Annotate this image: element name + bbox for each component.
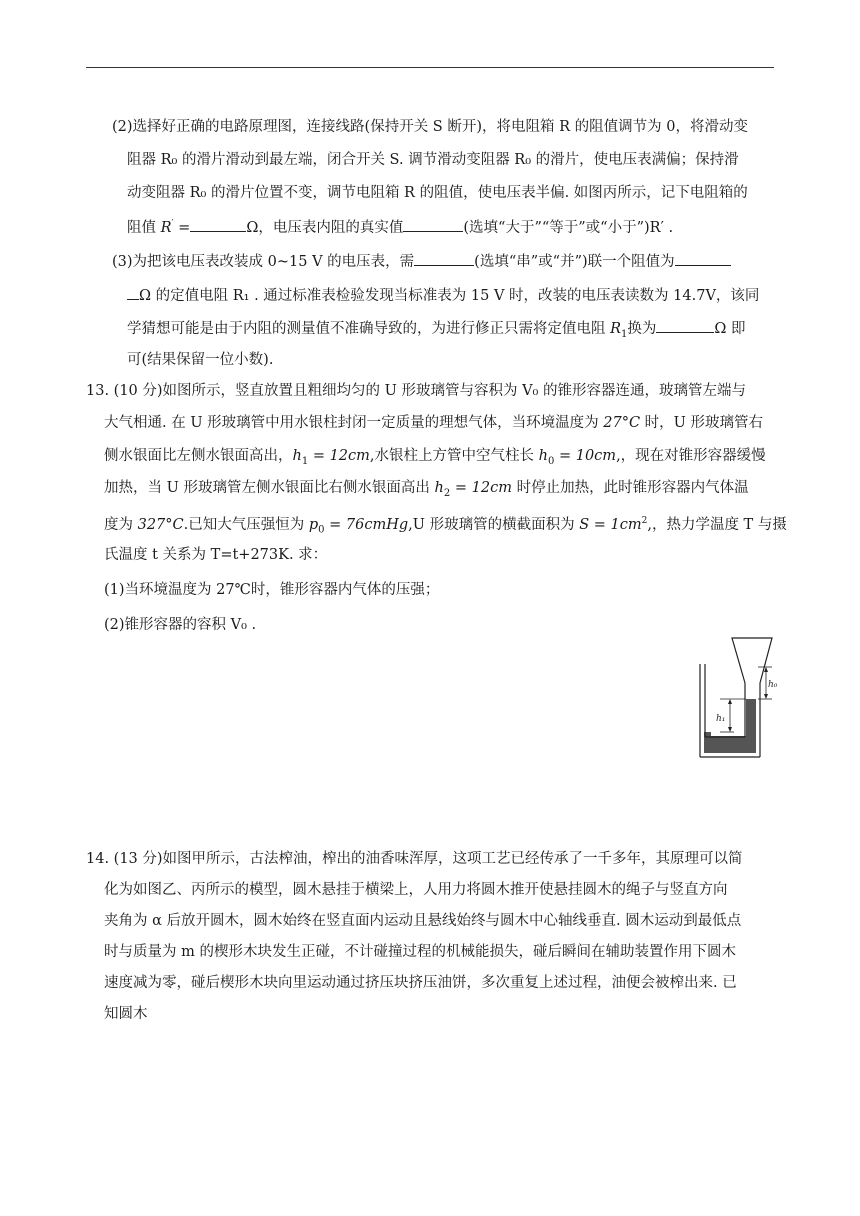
- text-run: Ω 的定值电阻 R₁ . 通过标准表检验发现当标准表为 15 V 时，改装的电压表读数为 14.7V，该同: [139, 288, 760, 304]
- text-run: ,水银柱上方管中空气柱长: [369, 448, 539, 464]
- text-run: (选填“大于”“等于”或“小于”)R′ .: [463, 219, 674, 236]
- math-sup: 2: [641, 516, 648, 526]
- math-r: R: [160, 219, 172, 236]
- text-run: 大气相通. 在 U 形玻璃管中用水银柱封闭一定质量的理想气体，当环境温度为: [104, 415, 604, 431]
- q13-sub2: (2)锥形容器的容积 V₀ .: [104, 617, 257, 633]
- q12-p2-line1: (2)选择好正确的电路原理图，连接线路(保持开关 S 断开)，将电阻箱 R 的阻值调节为 0，将滑动变: [112, 119, 748, 135]
- q14-line3: 夹角为 α 后放开圆木，圆木始终在竖直面内运动且悬线始终与圆木中心轴线垂直. 圆木运动到最低点: [104, 913, 742, 929]
- math-r1: R: [610, 321, 622, 337]
- q12-p2-line2: 阻器 R₀ 的滑片滑动到最左端，闭合开关 S. 调节滑动变阻器 R₀ 的滑片，使电压表满偏；保持滑: [127, 152, 739, 168]
- math-temp: 327°C: [137, 516, 184, 533]
- text-run: 换为: [627, 321, 657, 337]
- math-sub: 1: [301, 455, 309, 467]
- text-run: 时，U 形玻璃管右: [640, 415, 764, 431]
- answer-blank[interactable]: [656, 318, 714, 333]
- math-sub: 2: [443, 487, 451, 499]
- math-value: = 76cmHg: [324, 516, 409, 533]
- math-prime: ′: [171, 219, 174, 229]
- text-run: ,U 形玻璃管的横截面积为: [408, 516, 580, 533]
- math-s: S = 1cm: [579, 516, 642, 533]
- math-h0: h: [538, 448, 548, 464]
- q13-line5: [104, 511, 787, 541]
- q12-p2-line3: 动变阻器 R₀ 的滑片位置不变，调节电阻箱 R 的阻值，使电压表半偏. 如图丙所示，记下电阻箱的: [127, 185, 748, 201]
- math-h1: h: [292, 448, 302, 464]
- text-run: 度为: [104, 516, 138, 533]
- math-h2: h: [434, 480, 444, 496]
- q14-line5: 速度减为零，碰后楔形木块向里运动通过挤压块挤压油饼，多次重复上述过程，油便会被榨出来. 已: [104, 975, 737, 991]
- text-run: (3)为把该电压表改装成 0~15 V 的电压表，需: [112, 254, 415, 270]
- q13-line6: 氏温度 t 关系为 T=t+273K. 求：: [104, 547, 328, 563]
- mercury-right: [746, 699, 756, 739]
- math-sub: 1: [621, 328, 628, 340]
- math-sub: 0: [547, 455, 555, 467]
- math-value: = 10cm: [554, 448, 617, 464]
- text-run: 加热，当 U 形玻璃管左侧水银面比右侧水银面高出: [104, 480, 435, 496]
- q13-line3: [104, 446, 766, 472]
- q13-sub1: (1)当环境温度为 27℃时，锥形容器内气体的压强；: [104, 582, 440, 598]
- math-p0: p: [308, 516, 319, 533]
- math-value: = 12cm: [450, 480, 512, 496]
- header-rule: [86, 67, 774, 68]
- q14-line2: 化为如图乙、丙所示的模型，圆木悬挂于横梁上，人用力将圆木推开使悬挂圆木的绳子与竖直方向: [104, 882, 728, 898]
- text-run: .已知大气压强恒为: [183, 516, 309, 533]
- text-run: (选填“串”或“并”)联一个阻值为: [474, 254, 675, 270]
- text-run: 学猜想可能是由于内阻的测量值不准确导致的，为进行修正只需将定值电阻: [127, 321, 611, 337]
- math-sub: 0: [318, 524, 325, 536]
- text-run: ,，现在对锥形容器缓慢: [616, 448, 766, 464]
- q12-p2-line4: [127, 214, 673, 238]
- text-run: Ω 即: [714, 321, 746, 337]
- q13-line4: [104, 478, 749, 504]
- q13-line1: 13. (10 分)如图所示，竖直放置且粗细均匀的 U 形玻璃管与容积为 V₀ 的锥形容器连通，玻璃管左端与: [86, 383, 746, 399]
- answer-blank[interactable]: [127, 285, 139, 300]
- u-tube-figure: [690, 636, 780, 764]
- math-value: = 12cm: [308, 448, 370, 464]
- text-run: 时停止加热，此时锥形容器内气体温: [511, 480, 749, 496]
- label-h0: h₀: [768, 680, 778, 690]
- text-run: Ω，电压表内阻的真实值: [246, 219, 404, 236]
- answer-blank[interactable]: [675, 251, 731, 266]
- q14-line6: 知圆木: [104, 1006, 148, 1022]
- q14-line4: 时与质量为 m 的楔形木块发生正碰，不计碰撞过程的机械能损失，碰后瞬间在辅助装置作用下圆木: [104, 944, 736, 960]
- label-h1: h₁: [716, 714, 726, 724]
- q12-p3-line1: [112, 251, 731, 272]
- answer-blank[interactable]: [414, 251, 474, 266]
- q13-line2: [104, 413, 763, 433]
- q12-p3-line2: [127, 285, 759, 306]
- answer-blank[interactable]: [190, 217, 246, 232]
- text-run: 侧水银面比左侧水银面高出，: [104, 448, 293, 464]
- text-run: ,，热力学温度 T 与摄: [647, 516, 787, 533]
- math-temp: 27°C: [603, 415, 641, 431]
- q12-p3-line3: [127, 318, 746, 345]
- q12-p3-line4: 可(结果保留一位小数).: [127, 352, 274, 368]
- q14-line1: 14. (13 分)如图甲所示，古法榨油，榨出的油香味浑厚，这项工艺已经传承了一千多年，其原理可以简: [86, 851, 743, 867]
- text-run: =: [173, 219, 191, 236]
- answer-blank[interactable]: [403, 217, 463, 232]
- text-run: 阻值: [127, 219, 161, 236]
